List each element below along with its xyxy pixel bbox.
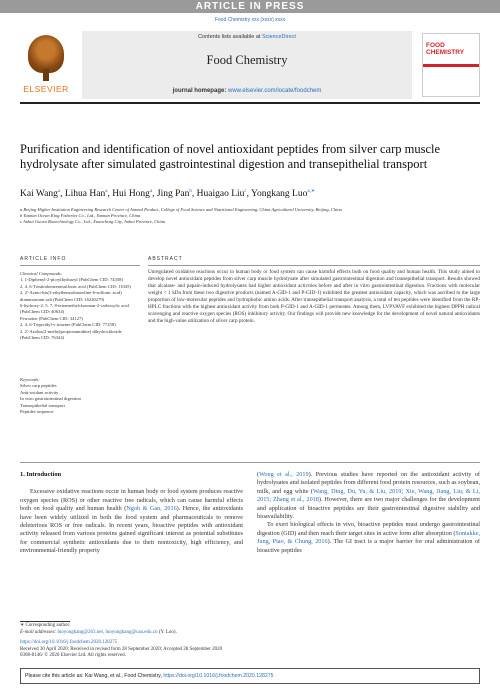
elsevier-tree-icon [28,35,64,73]
article-info-heading: ARTICLE INFO [20,256,67,262]
text-run: ). Hence, the antioxidants have been widely utilized in both the food system and pharmaceuticals to remove deleterious ROS or free radicals. In recent years, bioactive peptides with antioxidant activity released from various proteins gained significant interest as potential substitutes for commercial synthetic antioxidants due to their nontoxicity, high efficiency, and environmental-friendly property [20,505,243,555]
email-label: E-mail addresses: [20,629,58,635]
footnotes [20,623,480,660]
compound-item: 2, 2′-Azino-bis(3-ethylbenzothiazoline-6-sulfonic acid) diammonium salt (PubChem CID: 16240279) [20,290,122,302]
journal-cover-thumbnail[interactable] [422,33,480,97]
citation-link[interactable]: Sontakke, Jung, Piao, & Chung, 2016 [257,529,480,546]
sciencedirect-link[interactable]: ScienceDirect [261,34,296,40]
email-links[interactable]: luoyongkang@263.net, luoyongkang@cau.edu.cn [57,629,158,635]
text-run: ( [257,471,260,478]
text-run: ). However, there are two major challenges for the development and application of bioactive peptides are their gastrointestinal digestive stability and bioavailability. [257,496,481,521]
keyword-item: Transepithelial transport [20,402,65,408]
elsevier-wordmark: ELSEVIER [23,84,69,94]
abstract-rule [148,265,480,266]
corresponding-author-note: ∗ Corresponding author. [20,623,71,628]
compound-item: 2, 2′-Azobis(2-methylpropionamidine) dihydrochloride (PubChem CID: 76344) [20,328,122,341]
affiliation: b Yunnan Ocean King Fisheries Co., Ltd., Yunnan Province, China [20,213,141,218]
abstract-bottom-rule [20,462,480,463]
intro-column-left [20,471,243,556]
affiliation: a Beijing Higher Institution Engineering Research Center of Animal Product, College of Food Science and Nutritional Engineering, China Agricultural University, Beijing, China [20,207,342,212]
header-rule [20,102,480,104]
compound-item: 2, 4, 6-Trinitrobenzenesulfonic acid (PubChem CID: 11045) [20,283,131,289]
citation-link[interactable]: Wang, Ding, Du, Yu, & Liu, 2019; Xie, Wang, Jiang, Liu, & Li, 2015; Zhang et al., 2018 [257,487,480,504]
intro-column-right [257,471,480,555]
compound-item: 2, 4, 6-Tripyridyl-s-triazine (PubChem CID: 77258) [20,322,116,328]
cover-stripe [423,64,479,67]
author[interactable]: Huaigao Liu [196,189,245,200]
author[interactable]: Lihua Han [64,189,106,200]
author[interactable]: Hui Hong [112,189,150,200]
author[interactable]: Kai Wang [20,189,58,200]
journal-header [20,31,480,99]
author-sup[interactable]: a,∗ [307,189,316,194]
citation-link[interactable]: Ngoh & Gan, 2016 [126,505,177,513]
cover-title: FOOD CHEMISTRY [426,42,465,56]
author-sup[interactable]: a [149,189,153,194]
article-info-rule [20,265,140,266]
author-list: Kai Wang$^a$, Lihua Han$^a$, Hui Hong$^a$, Jing Pan$^b$, Huaigao Liu$^c$, Yongkang Luo$^{a,∗}$ [20,189,316,200]
abstract-heading: ABSTRACT [148,256,183,262]
compound-item: Ferrozine (PubChem CID: 34127) [20,315,83,321]
journal-info-box [82,31,412,99]
homepage-link[interactable]: www.elsevier.com/locate/foodchem [227,88,322,94]
abstract-text: Unregulated oxidative reactions occur in human body or food system can cause harmful effects both on food quality and human health. This study aimed to develop novel antioxidant peptides from silver carp muscle hydrolysate after simulated gastrointestinal digestion and transepithelial transport. Results showed that alcalase- and papain-induced hydrolysates had higher antioxidant activities before and after in vitro gastrointestinal digestion. Fractions with molecular weight < 1 kDa from these two digestive products (named A-GID-1 and P-GID-1) exhibited the greatest antioxidant capacity, which was ascribed to the large proportion of low-molecular peptides and hydrophobic amino acids. After transepithelial transport analysis, a total of ten peptides were identified from the RP-HPLC fractions with the highest antioxidant activity from both P-GID-1 and A-GID-1 permeates. Among them, LVPVAVF exhibited the highest DPPH radical scavenging and reactive oxygen species (ROS) inhibitory activity. Our findings will provide new knowledge for the development of novel natural antioxidants and the high-value utilization of silver carp protein. [148,269,480,324]
intro-paragraph [257,521,480,555]
tree-trunk [43,69,49,81]
keyword-item: Peptides sequence [20,409,54,415]
text-run: ). The GI tract is a major barrier for oral administration of bioactive peptides [257,538,480,554]
keyword-item: Anti-oxidant activity [20,389,59,395]
text-run: ). Previous studies have reported on the antioxidant activity of hydrolysates and isolated peptides from different food protein resources, such as soybean, milk, and egg white ( [257,471,480,495]
cite-doi-link[interactable]: https://doi.org/10.1016/j.foodchem.2020.128275 [163,673,274,679]
compound-item: 6-hydroxy-2, 5, 7, 8-tetramethylchroman-2-carboxylic acid (PubChem CID: 40634) [20,303,129,315]
affiliations [20,207,480,225]
received-dates: Received 30 April 2020; Received in revised form 28 September 2020; Accepted 28 September 2020 [20,646,223,652]
citation-box [20,668,480,684]
keyword-item: Silver carp peptides [20,383,57,389]
intro-paragraph [257,471,480,521]
elsevier-logo[interactable] [20,35,72,95]
text-run: To exert biological effects in vivo, bioactive peptides must undergo gastrointestinal digestion (GID) and then reach their target sites in active form after absorption ( [257,521,480,537]
affiliation: c Anhui Guoxu Biotechnology Co., Ltd., Xuancheng City, Anhui Province, China [20,219,166,224]
chem-label: Chemical Compounds: [20,271,63,276]
keyword-item: In vitro gastrointestinal digestion [20,396,81,402]
chemical-compounds [20,271,140,341]
compound-item: 1, 1-Diphenyl-2-picrylhydrazyl (PubChem CID: 74358) [20,277,123,283]
cite-text: Please cite this article as: Kai Wang, et al., Food Chemistry, [25,673,164,679]
homepage-label: journal homepage: [172,88,228,94]
author-sup[interactable]: a [57,189,61,194]
journal-reference[interactable]: Food Chemistry xxx (xxxx) xxxx [214,17,286,23]
author[interactable]: Jing Pan [156,189,190,200]
journal-title: Food Chemistry [206,53,288,67]
section-title: 1. Introduction [20,471,62,478]
copyright-line: 0308-8146/ © 2020 Elsevier Ltd. All rights reserved. [20,653,126,659]
email-suffix: (Y. Luo). [157,629,177,635]
intro-paragraph [20,488,243,555]
text-run: Excessive oxidative reactions occur in human body or food system produces reactive oxygen species (ROS) or other reactive free radicals, which can cause harmful effects both on food quality and human health ( [20,488,243,513]
contents-prefix: Contents lists available at [198,34,262,40]
contents-line [82,34,412,40]
citation-link[interactable]: Wong et al., 2019 [259,471,309,478]
article-title: Purification and identification of novel antioxidant peptides from silver carp muscle hydrolysate after simulated gastrointestinal digestion and transepithelial transport [20,142,441,171]
keywords-label: Keywords: [20,377,40,382]
footnote-rule [20,621,70,622]
author-sup[interactable]: c [244,189,247,194]
author[interactable]: Yongkang Luo [251,189,308,200]
email-line [20,630,480,637]
doi-link[interactable]: https://doi.org/10.1016/j.foodchem.2020.128275 [20,640,118,646]
keywords [20,377,140,415]
author-sup[interactable]: a [105,189,108,194]
author-sup[interactable]: b [189,189,192,194]
article-in-press-banner: ARTICLE IN PRESS [0,0,500,13]
homepage-line [82,88,412,94]
